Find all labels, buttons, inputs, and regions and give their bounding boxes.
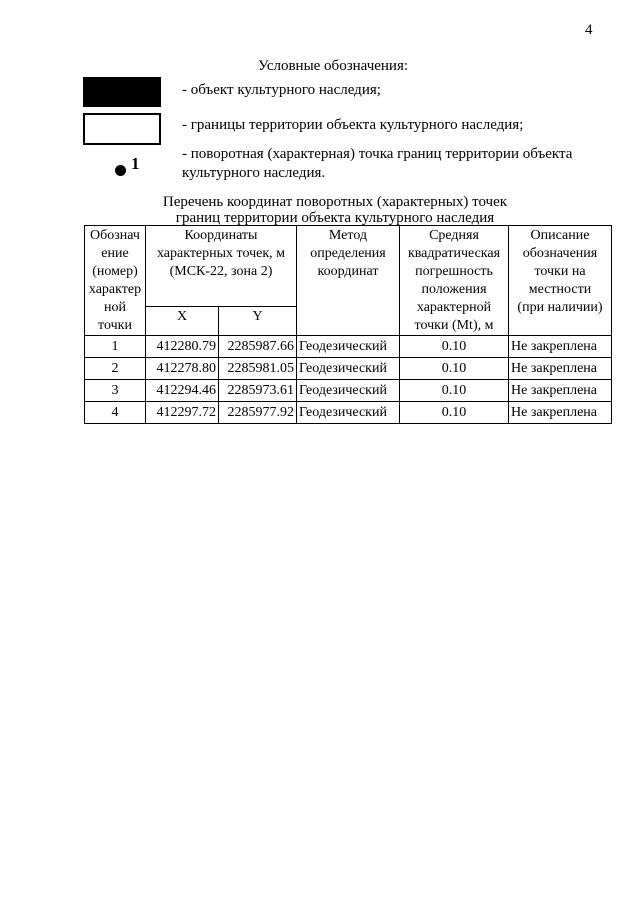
- header-coordinates: Координаты характерных точек, м (МСК-22, зона 2): [146, 226, 297, 307]
- table-caption-line-2: границ территории объекта культурного наследия: [175, 210, 495, 226]
- cell-x: 412297.72: [146, 402, 219, 424]
- cell-description: Не закреплена: [509, 380, 612, 402]
- table-row: [85, 380, 612, 402]
- header-description: Описание обозначения точки на местности (при наличии): [509, 226, 612, 336]
- coordinates-table: [84, 225, 612, 424]
- legend-item-heritage-object: - объект культурного наследия;: [182, 82, 381, 98]
- legend-item-turning-point: - поворотная (характерная) точка границ территории объекта культурного наследия.: [182, 146, 573, 181]
- cell-x: 412280.79: [146, 336, 219, 358]
- header-y: Y: [219, 307, 297, 336]
- cell-error: 0.10: [400, 336, 509, 358]
- header-x: X: [146, 307, 219, 336]
- cell-method: Геодезический: [297, 358, 400, 380]
- header-method: Метод определения координат: [297, 226, 400, 336]
- cell-y: 2285987.66: [219, 336, 297, 358]
- point-dot-icon: [115, 165, 126, 176]
- table-row: [85, 402, 612, 424]
- cell-method: Геодезический: [297, 380, 400, 402]
- cell-y: 2285981.05: [219, 358, 297, 380]
- table-caption-line-1: Перечень координат поворотных (характерных) точек: [162, 194, 508, 210]
- legend-title: Условные обозначения:: [258, 58, 409, 74]
- cell-point-number: 3: [85, 380, 146, 402]
- cell-y: 2285973.61: [219, 380, 297, 402]
- table-row: [85, 358, 612, 380]
- cell-error: 0.10: [400, 358, 509, 380]
- cell-x: 412294.46: [146, 380, 219, 402]
- page-number: 4: [585, 22, 593, 38]
- header-point-designation: Обознач ение (номер) характер ной точки: [85, 226, 146, 336]
- cell-point-number: 1: [85, 336, 146, 358]
- cell-point-number: 4: [85, 402, 146, 424]
- point-symbol-number: 1: [131, 154, 140, 173]
- turning-point-symbol: [113, 151, 153, 181]
- table-row: [85, 336, 612, 358]
- cell-method: Геодезический: [297, 336, 400, 358]
- cell-description: Не закреплена: [509, 358, 612, 380]
- header-error: Средняя квадратическая погрешность положения характерной точки (Mt), м: [400, 226, 509, 336]
- heritage-object-symbol: [83, 77, 161, 107]
- cell-method: Геодезический: [297, 402, 400, 424]
- cell-error: 0.10: [400, 380, 509, 402]
- territory-boundary-symbol: [83, 113, 161, 145]
- legend-item-territory-boundary: - границы территории объекта культурного наследия;: [182, 117, 524, 133]
- cell-point-number: 2: [85, 358, 146, 380]
- table-caption: [150, 194, 520, 226]
- cell-description: Не закреплена: [509, 336, 612, 358]
- cell-description: Не закреплена: [509, 402, 612, 424]
- cell-error: 0.10: [400, 402, 509, 424]
- cell-x: 412278.80: [146, 358, 219, 380]
- cell-y: 2285977.92: [219, 402, 297, 424]
